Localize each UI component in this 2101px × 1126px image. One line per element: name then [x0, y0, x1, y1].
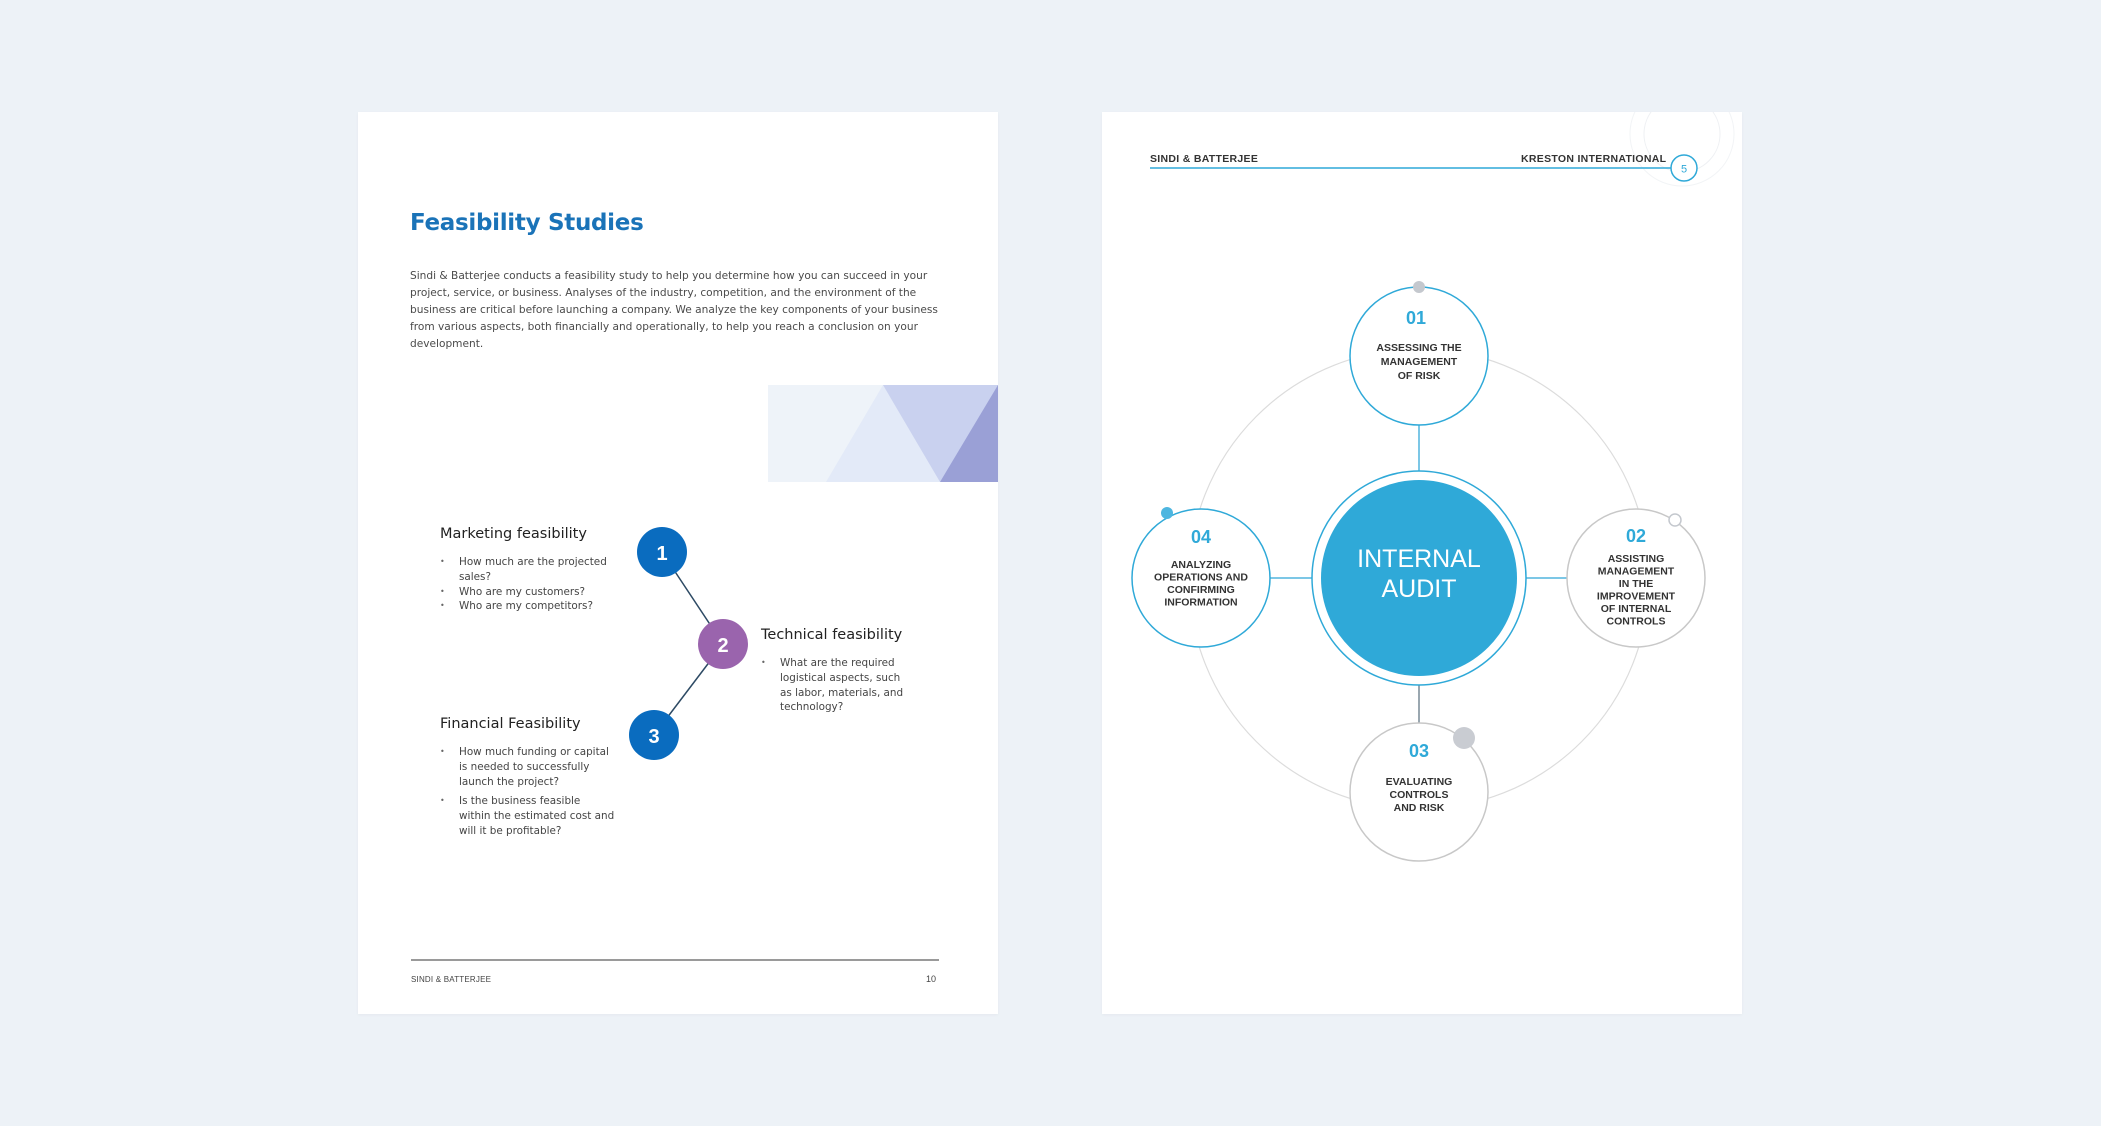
feasibility-page	[358, 112, 998, 1014]
svg-text:EVALUATING: EVALUATING	[1385, 776, 1453, 788]
svg-text:MANAGEMENT: MANAGEMENT	[1380, 356, 1458, 368]
step-marker-1	[637, 527, 687, 577]
svg-text:AND RISK: AND RISK	[1393, 802, 1445, 814]
svg-text:OF INTERNAL: OF INTERNAL	[1600, 603, 1672, 615]
financial-feasibility-title: Financial Feasibility	[440, 716, 581, 732]
svg-text:CONTROLS: CONTROLS	[1606, 615, 1666, 628]
node-04	[1132, 507, 1270, 647]
internal-audit-diagram	[1102, 112, 1742, 1014]
node-04-dot	[1161, 507, 1173, 519]
list-item: • How much funding or capital is needed to successfully launch the project?	[440, 745, 615, 789]
svg-text:ANALYZING: ANALYZING	[1170, 559, 1232, 571]
node-01-dot	[1413, 281, 1425, 293]
marketing-feasibility-title: Marketing feasibility	[440, 526, 587, 542]
list-item: • Who are my customers?	[440, 585, 610, 600]
center-label-line-1: INTERNAL	[1357, 545, 1481, 573]
step-1-number: 1	[656, 543, 668, 565]
svg-text:5: 5	[1680, 163, 1688, 176]
marketing-feasibility-list	[440, 555, 610, 614]
svg-text:ASSISTING: ASSISTING	[1607, 553, 1665, 565]
list-item: • How much are the projected sales?	[440, 555, 610, 585]
svg-text:CONTROLS: CONTROLS	[1389, 789, 1449, 801]
header-company: SINDI & BATTERJEE	[1150, 153, 1259, 165]
svg-text:ASSESSING THE: ASSESSING THE	[1376, 342, 1462, 354]
page-title: Feasibility Studies	[410, 210, 644, 236]
center-label-line-2: AUDIT	[1381, 575, 1457, 603]
financial-feasibility-list	[440, 745, 615, 839]
svg-text:INFORMATION: INFORMATION	[1164, 596, 1238, 609]
step-marker-3	[629, 710, 679, 760]
svg-text:OF RISK: OF RISK	[1397, 370, 1441, 382]
internal-audit-page	[1102, 112, 1742, 1014]
header-network: KRESTON INTERNATIONAL	[1521, 153, 1667, 165]
list-item: • Is the business feasible within the estimated cost and will it be profitable?	[440, 794, 615, 838]
svg-text:IN THE: IN THE	[1618, 578, 1654, 590]
footer-divider	[411, 959, 939, 961]
node-01	[1350, 281, 1488, 425]
node-03-number: 03	[1408, 741, 1430, 761]
technical-feasibility-title: Technical feasibility	[761, 627, 903, 643]
step-marker-2	[698, 619, 748, 669]
node-03	[1350, 723, 1488, 861]
list-item: • What are the required logistical aspects, such as labor, materials, and technology?	[761, 656, 911, 715]
intro-paragraph: Sindi & Batterjee conducts a feasibility study to help you determine how you can succeed in your project, service, or business. Analyses of the industry, competition, and the environment of the business are critical before launching a company. We analyze the key components of your business from various aspects, both financially and operationally, to help you reach a conclusion on your development.	[410, 270, 938, 350]
step-2-number: 2	[717, 635, 729, 657]
node-03-dot	[1453, 727, 1475, 749]
footer-page-number: 10	[926, 974, 937, 984]
node-02-dot	[1669, 514, 1681, 526]
svg-text:IMPROVEMENT: IMPROVEMENT	[1596, 590, 1676, 603]
node-01-number: 01	[1405, 308, 1427, 328]
footer-company: SINDI & BATTERJEE	[411, 975, 492, 984]
node-02	[1567, 509, 1705, 647]
svg-text:MANAGEMENT: MANAGEMENT	[1597, 565, 1675, 578]
center-internal-audit	[1312, 471, 1526, 685]
list-item: • Who are my competitors?	[440, 599, 610, 614]
step-3-number: 3	[648, 726, 660, 748]
technical-feasibility-list	[761, 656, 911, 715]
node-04-number: 04	[1190, 527, 1212, 547]
node-02-number: 02	[1625, 526, 1647, 546]
svg-text:CONFIRMING: CONFIRMING	[1167, 584, 1235, 596]
svg-text:OPERATIONS AND: OPERATIONS AND	[1154, 571, 1248, 584]
header-page-badge	[1671, 155, 1697, 181]
